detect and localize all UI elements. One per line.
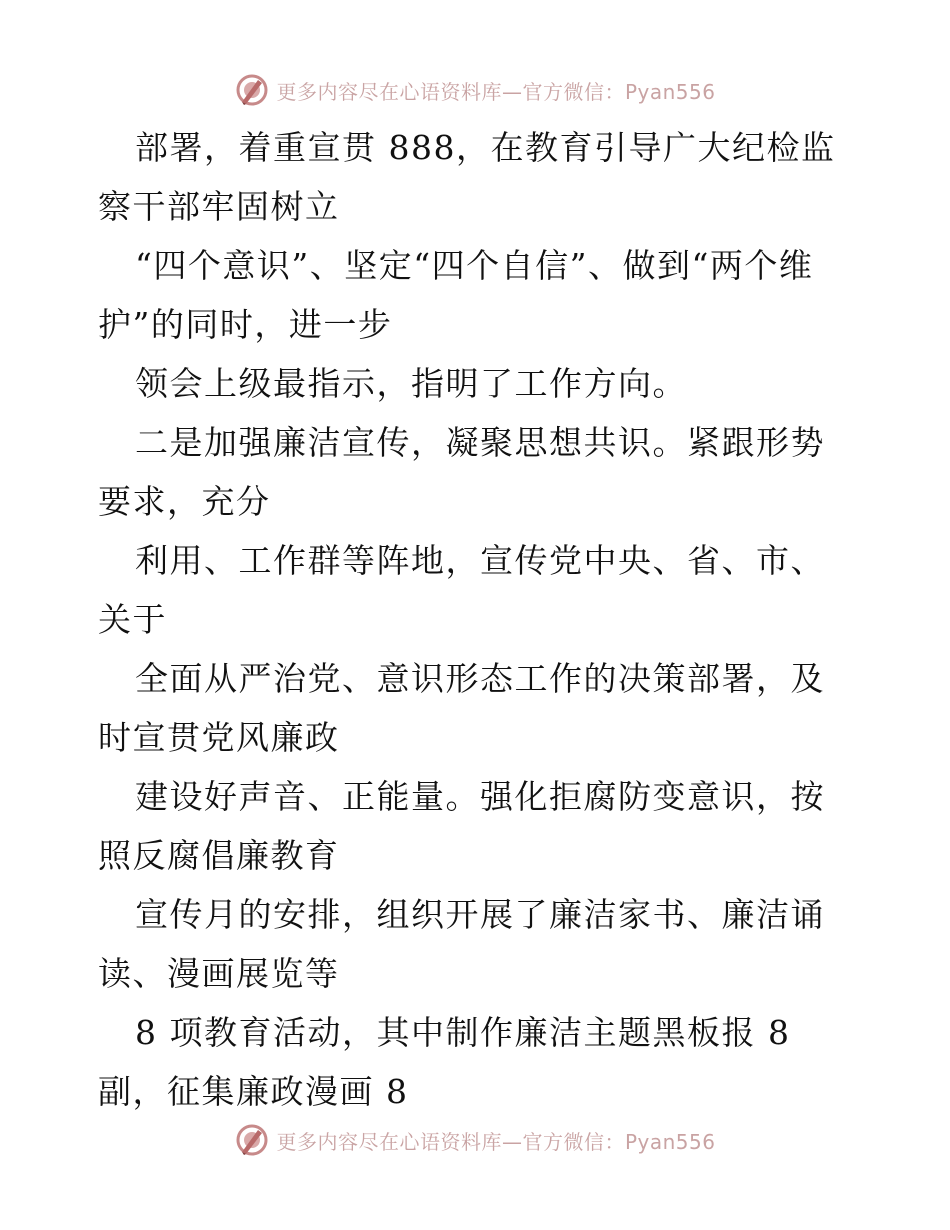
- pen-circle-logo-icon: [234, 1122, 270, 1158]
- header-watermark: [0, 70, 950, 110]
- watermark-text: 更多内容尽在心语资料库—官方微信：Pyan556: [276, 1129, 716, 1154]
- document-body: [98, 118, 858, 1121]
- paragraph: 利用、工作群等阵地，宣传党中央、省、市、关于: [98, 541, 825, 639]
- watermark-text: 更多内容尽在心语资料库—官方微信：Pyan556: [276, 79, 716, 104]
- footer-watermark: [0, 1120, 950, 1160]
- paragraph: 建设好声音、正能量。强化拒腐防变意识，按照反腐倡廉教育: [98, 777, 825, 875]
- paragraph: 领会上级最指示，指明了工作方向。: [135, 364, 687, 403]
- paragraph: “四个意识”、坚定“四个自信”、做到“两个维护”的同时，进一步: [98, 246, 814, 344]
- paragraph: 部署，着重宣贯 888，在教育引导广大纪检监察干部牢固树立: [98, 128, 836, 226]
- paragraph: 8 项教育活动，其中制作廉洁主题黑板报 8 副，征集廉政漫画 8: [98, 1013, 791, 1111]
- paragraph: 宣传月的安排，组织开展了廉洁家书、廉洁诵读、漫画展览等: [98, 895, 825, 993]
- paragraph: 全面从严治党、意识形态工作的决策部署，及时宣贯党风廉政: [98, 659, 825, 757]
- pen-circle-logo-icon: [234, 72, 270, 108]
- paragraph: 二是加强廉洁宣传，凝聚思想共识。紧跟形势要求，充分: [98, 423, 825, 521]
